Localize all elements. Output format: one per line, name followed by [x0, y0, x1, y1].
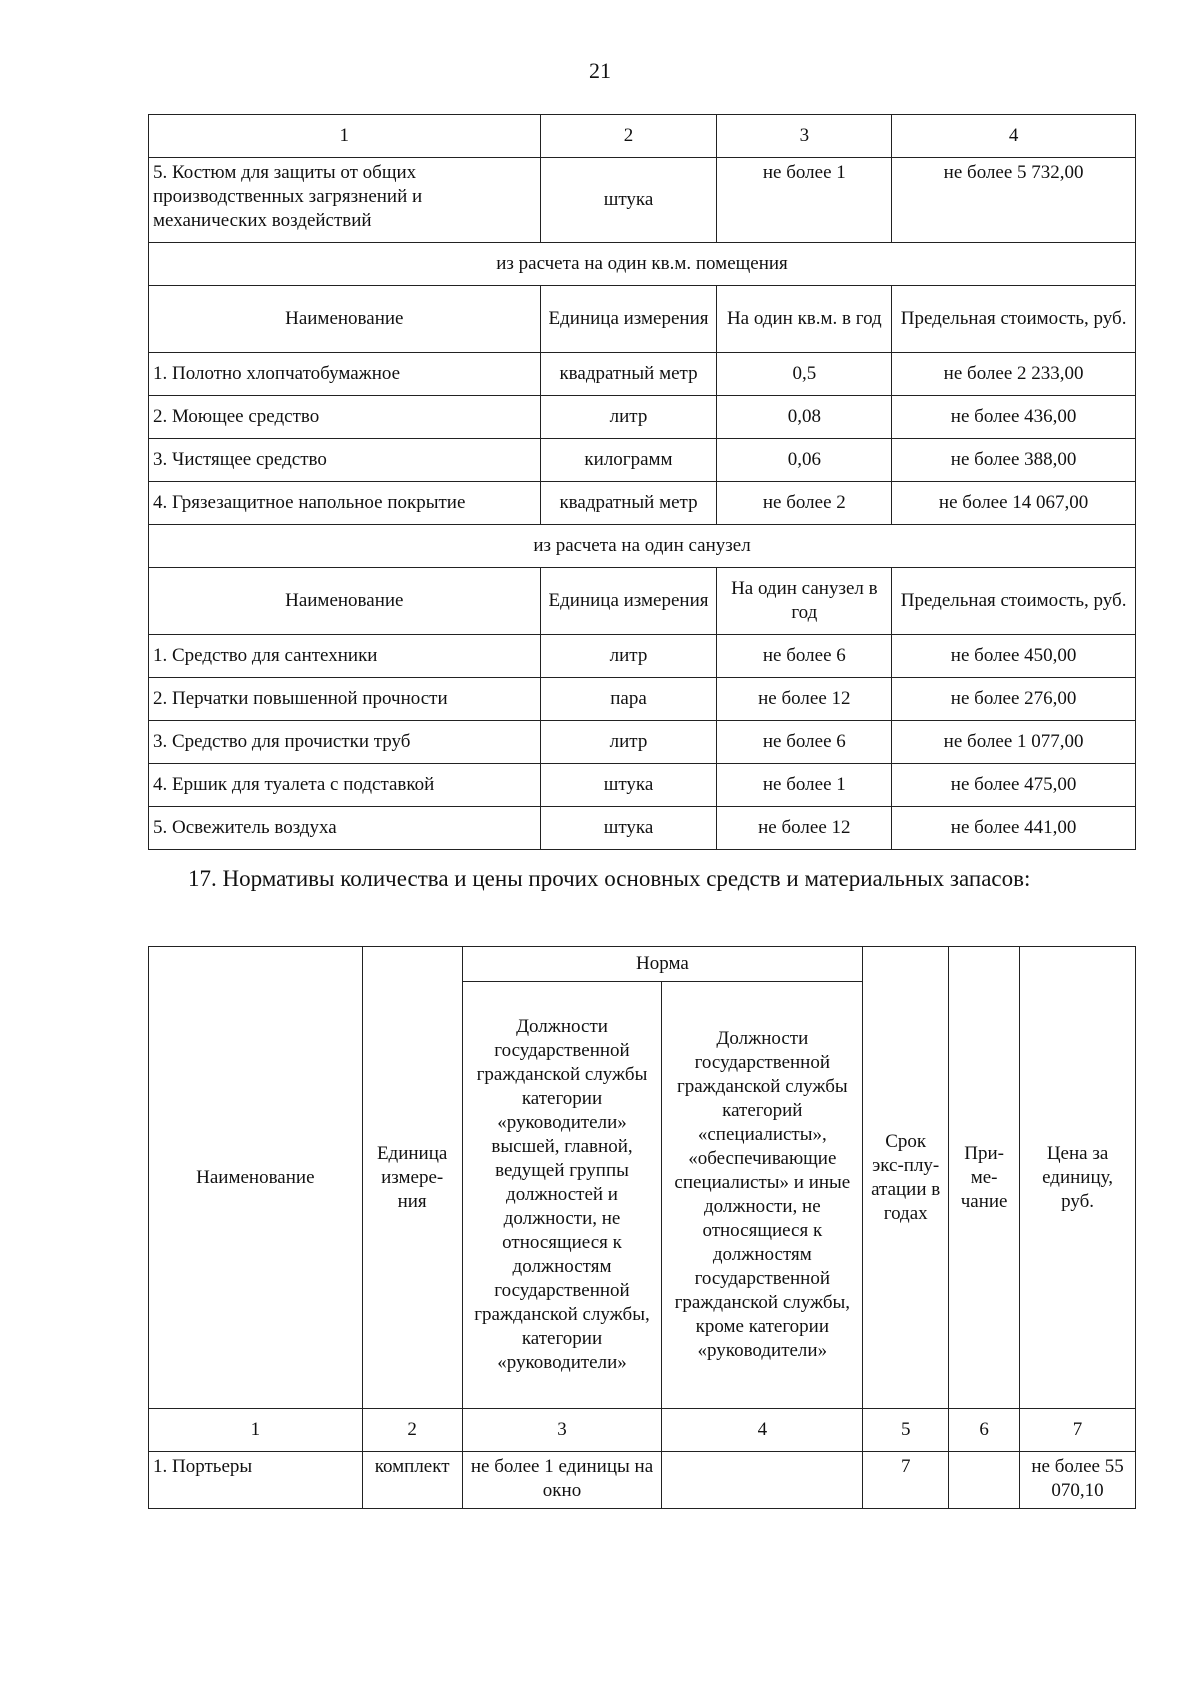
item-price: не более 5 732,00	[892, 158, 1136, 243]
item-price: не более 388,00	[892, 439, 1136, 482]
table-header-numbers	[149, 115, 1136, 158]
col-price: Цена за единицу, руб.	[1020, 947, 1136, 1409]
col-unit: Единица измерения	[540, 568, 717, 635]
item-qty: не более 6	[717, 721, 892, 764]
section-paragraph: 17. Нормативы количества и цены прочих основных средств и материальных запасов:	[188, 866, 1031, 891]
table-header-numbers	[149, 1409, 1136, 1452]
item-term: 7	[863, 1452, 949, 1509]
column-headers	[149, 947, 1136, 982]
table-row	[149, 764, 1136, 807]
item-qty: 0,06	[717, 439, 892, 482]
header-num-4: 4	[662, 1409, 863, 1452]
item-name: 2. Перчатки повышенной прочности	[149, 678, 541, 721]
column-headers	[149, 286, 1136, 353]
table-row	[149, 807, 1136, 850]
item-unit: комплект	[362, 1452, 462, 1509]
header-num-3: 3	[462, 1409, 662, 1452]
col-name: Наименование	[149, 286, 541, 353]
col-norm-specialists: Должности государственной гражданской службы категорий «специалисты», «обеспечивающие специалисты» и иные должности, не относящиеся к должностям государственной гражданской службы, кроме категории «руководители»	[662, 982, 863, 1409]
item-unit: литр	[540, 635, 717, 678]
col-price: Предельная стоимость, руб.	[892, 286, 1136, 353]
fixed-assets-table	[148, 946, 1136, 1509]
item-qty: не более 2	[717, 482, 892, 525]
item-qty: не более 1	[717, 764, 892, 807]
item-price: не более 436,00	[892, 396, 1136, 439]
col-price: Предельная стоимость, руб.	[892, 568, 1136, 635]
item-price: не более 2 233,00	[892, 353, 1136, 396]
item-price: не более 441,00	[892, 807, 1136, 850]
item-price: не более 450,00	[892, 635, 1136, 678]
item-norm-managers: не более 1 единицы на окно	[462, 1452, 662, 1509]
col-name: Наименование	[149, 568, 541, 635]
col-qty: На один кв.м. в год	[717, 286, 892, 353]
col-term: Срок экс-плу-атации в годах	[863, 947, 949, 1409]
item-name: 4. Грязезащитное напольное покрытие	[149, 482, 541, 525]
header-num-7: 7	[1020, 1409, 1136, 1452]
col-unit: Единица измерения	[540, 286, 717, 353]
item-qty: не более 12	[717, 678, 892, 721]
item-price: не более 14 067,00	[892, 482, 1136, 525]
item-name: 5. Освежитель воздуха	[149, 807, 541, 850]
table-row	[149, 721, 1136, 764]
page-number: 21	[589, 58, 611, 83]
header-num-2: 2	[362, 1409, 462, 1452]
item-unit: штука	[540, 158, 717, 243]
item-price: не более 55 070,10	[1020, 1452, 1136, 1509]
item-name: 1. Портьеры	[149, 1452, 363, 1509]
header-num-4: 4	[892, 115, 1136, 158]
table-row	[149, 439, 1136, 482]
col-norm: Норма	[462, 947, 863, 982]
table-row	[149, 158, 1136, 243]
item-name: 2. Моющее средство	[149, 396, 541, 439]
item-norm-specialists	[662, 1452, 863, 1509]
header-num-6: 6	[949, 1409, 1020, 1452]
section-row	[149, 525, 1136, 568]
table-row	[149, 678, 1136, 721]
item-name: 1. Полотно хлопчатобумажное	[149, 353, 541, 396]
item-qty: 0,5	[717, 353, 892, 396]
col-qty: На один санузел в год	[717, 568, 892, 635]
item-qty: не более 12	[717, 807, 892, 850]
column-headers	[149, 568, 1136, 635]
item-unit: квадратный метр	[540, 482, 717, 525]
item-unit: килограмм	[540, 439, 717, 482]
item-name: 3. Средство для прочистки труб	[149, 721, 541, 764]
table-row	[149, 396, 1136, 439]
item-price: не более 475,00	[892, 764, 1136, 807]
table-row	[149, 353, 1136, 396]
item-qty: не более 1	[717, 158, 892, 243]
item-unit: пара	[540, 678, 717, 721]
header-num-1: 1	[149, 1409, 363, 1452]
item-qty: 0,08	[717, 396, 892, 439]
item-unit: штука	[540, 807, 717, 850]
col-norm-managers: Должности государственной гражданской службы категории «руководители» высшей, главной, ведущей группы должностей и должности, не относящиеся к должностям государственной гражданской службы, категории «руководители»	[462, 982, 662, 1409]
section-title: из расчета на один кв.м. помещения	[149, 243, 1136, 286]
table-row	[149, 482, 1136, 525]
table-row	[149, 1452, 1136, 1509]
item-name: 5. Костюм для защиты от общих производственных загрязнений и механических воздействий	[149, 158, 541, 243]
header-num-3: 3	[717, 115, 892, 158]
header-num-2: 2	[540, 115, 717, 158]
item-note	[949, 1452, 1020, 1509]
item-unit: штука	[540, 764, 717, 807]
item-name: 1. Средство для сантехники	[149, 635, 541, 678]
table-row	[149, 635, 1136, 678]
header-num-1: 1	[149, 115, 541, 158]
item-unit: литр	[540, 721, 717, 764]
col-name: Наименование	[149, 947, 363, 1409]
header-num-5: 5	[863, 1409, 949, 1452]
item-price: не более 276,00	[892, 678, 1136, 721]
section-row	[149, 243, 1136, 286]
item-name: 4. Ершик для туалета с подставкой	[149, 764, 541, 807]
col-note: При-ме-чание	[949, 947, 1020, 1409]
item-qty: не более 6	[717, 635, 892, 678]
item-price: не более 1 077,00	[892, 721, 1136, 764]
section-title: из расчета на один санузел	[149, 525, 1136, 568]
item-unit: литр	[540, 396, 717, 439]
col-unit: Единица измере-ния	[362, 947, 462, 1409]
item-unit: квадратный метр	[540, 353, 717, 396]
consumables-table	[148, 114, 1136, 850]
item-name: 3. Чистящее средство	[149, 439, 541, 482]
